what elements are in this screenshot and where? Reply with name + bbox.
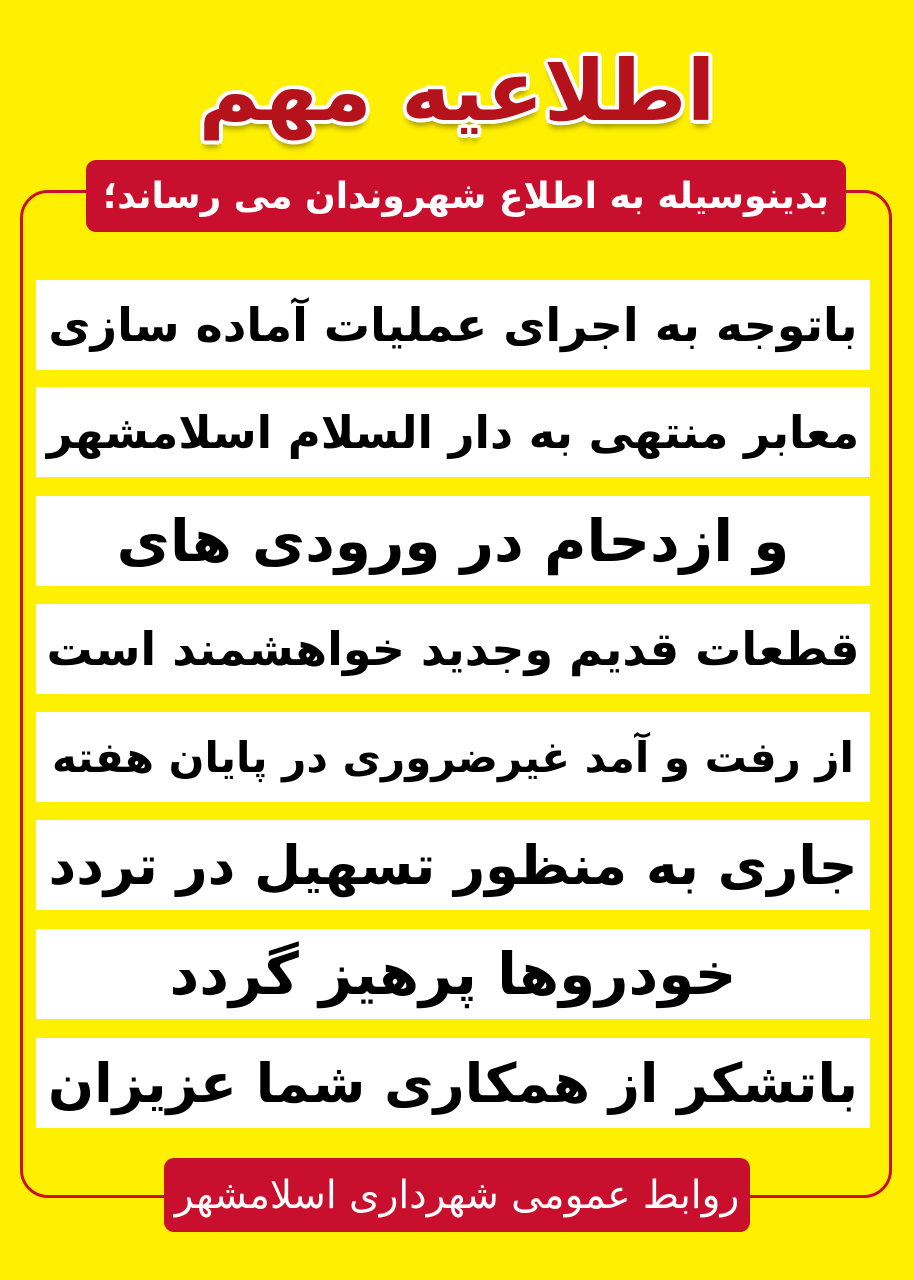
body-line-text: معابر منتهی به دار السلام اسلامشهر bbox=[46, 405, 860, 459]
body-line-text: قطعات قدیم وجدید خواهشمند است bbox=[46, 622, 860, 676]
subtitle-text: بدینوسیله به اطلاع شهروندان می رساند؛ bbox=[102, 175, 830, 217]
body-line bbox=[36, 820, 870, 910]
body-line-text: باتشکر از همکاری شما عزیزان bbox=[48, 1051, 858, 1115]
body-line bbox=[36, 929, 870, 1019]
body-line-text: جاری به منظور تسهیل در تردد bbox=[48, 833, 858, 897]
body-line bbox=[36, 387, 870, 477]
body-line-text: از رفت و آمد غیرضروری در پایان هفته bbox=[52, 732, 854, 782]
body-line bbox=[36, 1038, 870, 1128]
announcement-title: اطلاعیه مهم bbox=[198, 42, 716, 140]
body-line bbox=[36, 712, 870, 802]
footer-banner bbox=[164, 1158, 750, 1232]
body-line-text: خودروها پرهیز گردد bbox=[169, 940, 737, 1008]
footer-text: روابط عمومی شهرداری اسلامشهر bbox=[174, 1172, 740, 1218]
body-line-text: باتوجه به اجرای عملیات آماده سازی bbox=[48, 298, 858, 352]
body-line-text: و ازدحام در ورودی های bbox=[116, 507, 790, 575]
subtitle-banner bbox=[86, 160, 846, 232]
body-line bbox=[36, 280, 870, 370]
body-line bbox=[36, 604, 870, 694]
body-line bbox=[36, 496, 870, 586]
